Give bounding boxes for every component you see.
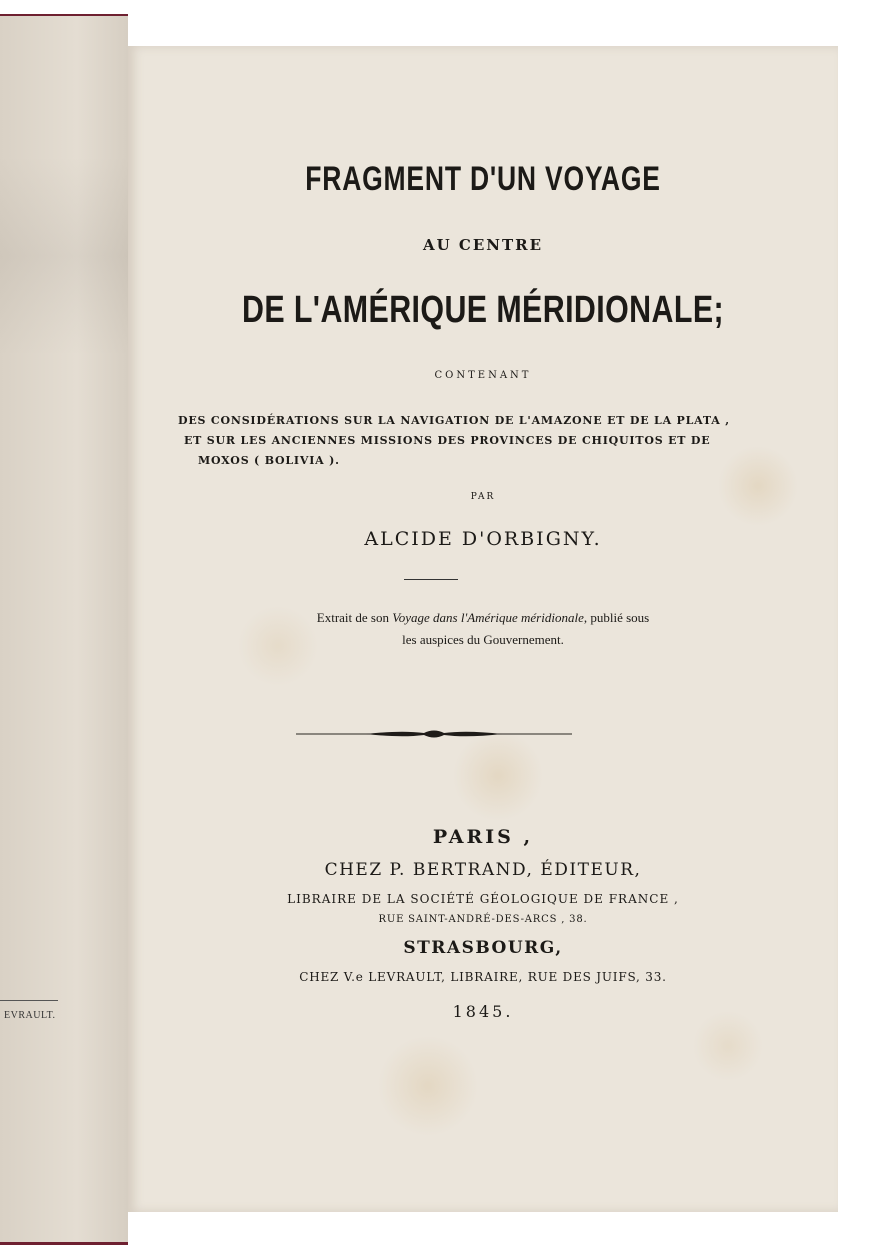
left-page-rule: [0, 1000, 58, 1001]
description-line-3: MOXOS ( BOLIVIA ).: [198, 454, 340, 467]
extrait-line-1: [128, 610, 838, 626]
publisher-address: RUE SAINT-ANDRÉ-DES-ARCS , 38.: [378, 914, 588, 925]
extrait-line-2: les auspices du Gouvernement.: [402, 632, 564, 647]
publication-year: 1845.: [452, 1002, 514, 1021]
title-line-3: DE L'AMÉRIQUE MÉRIDIONALE;: [241, 289, 725, 331]
publisher-name: CHEZ P. BERTRAND, ÉDITEUR,: [324, 860, 642, 880]
description-line-2: ET SUR LES ANCIENNES MISSIONS DES PROVINCES DE CHIQUITOS ET DE: [184, 434, 711, 447]
extrait-italic: Voyage dans l'Amérique méridionale: [392, 610, 584, 625]
city-paris: PARIS ,: [432, 826, 534, 848]
description-line-1: DES CONSIDÉRATIONS SUR LA NAVIGATION DE L'AMAZONE ET DE LA PLATA ,: [178, 414, 730, 427]
left-page: [0, 14, 128, 1245]
ornamental-rule: [296, 726, 572, 742]
printer-line: CHEZ V.e LEVRAULT, LIBRAIRE, RUE DES JUIFS, 33.: [299, 970, 667, 984]
short-rule: [404, 579, 458, 580]
title-line-1: FRAGMENT D'UN VOYAGE: [305, 160, 661, 198]
extrait-post: , publié sous: [583, 610, 650, 625]
extrait-pre: Extrait de son: [316, 610, 393, 625]
par-label: PAR: [470, 492, 496, 502]
publisher-description: LIBRAIRE DE LA SOCIÉTÉ GÉOLOGIQUE DE FRANCE ,: [287, 892, 679, 906]
title-line-2: AU CENTRE: [422, 236, 544, 254]
left-page-text: EVRAULT.: [4, 1010, 56, 1021]
contenant-label: CONTENANT: [434, 370, 532, 381]
author-name: ALCIDE D'ORBIGNY.: [364, 528, 602, 550]
title-page: [128, 46, 838, 1212]
left-page-bleedthrough: [0, 156, 128, 356]
city-strasbourg: STRASBOURG,: [403, 938, 563, 958]
